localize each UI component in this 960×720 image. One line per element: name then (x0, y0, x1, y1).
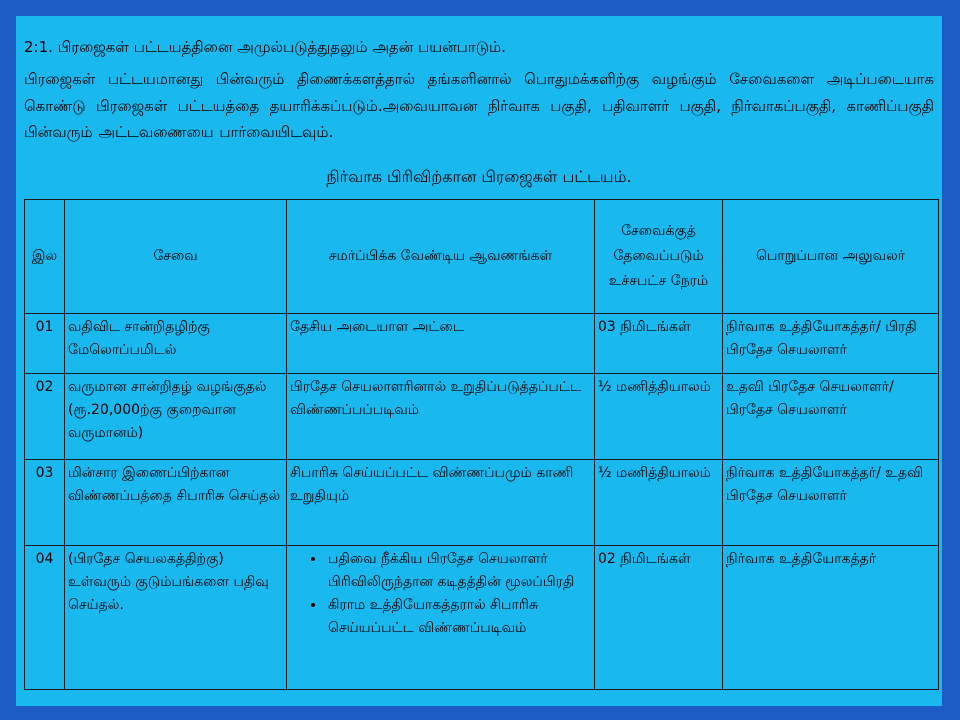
table-caption: நிர்வாக பிரிவிற்கான பிரஜைகள் பட்டயம். (326, 167, 632, 186)
list-item: • கிராம உத்தியோகத்தரால் சிபாரிசு செய்யப்பட்ட விண்ணப்படிவம் (326, 594, 591, 640)
row-documents (287, 546, 595, 690)
table-row (25, 546, 939, 690)
header-service: சேவை (65, 200, 287, 314)
table-row (25, 460, 939, 546)
row-service: வதிவிட சான்றிதழிற்கு மேலொப்பமிடல் (65, 314, 287, 374)
header-time: சேவைக்குத் தேவைப்படும் உச்சபட்ச நேரம் (595, 200, 723, 314)
row-service: வருமான சான்றிதழ் வழங்குதல் (ரூ.20,000ற்கு குறைவான வருமானம்) (65, 374, 287, 460)
row-time: 02 நிமிடங்கள் (595, 546, 723, 690)
citizen-charter-table (24, 199, 939, 690)
header-documents: சமர்ப்பிக்க வேண்டிய ஆவணங்கள் (287, 200, 595, 314)
row-documents: தேசிய அடையாள அட்டை (287, 314, 595, 374)
table-header-row (25, 200, 939, 314)
row-officer: நிர்வாக உத்தியோகத்தர்/ உதவி பிரதேச செயலாளர் (723, 460, 939, 546)
row-service: மின்சார இணைப்பிற்கான விண்ணப்பத்தை சிபாரிசு செய்தல் (65, 460, 287, 546)
row-number: 04 (25, 546, 65, 690)
header-no: இல (25, 200, 65, 314)
row-number: 01 (25, 314, 65, 374)
table-row (25, 314, 939, 374)
list-item: • பதிவை நீக்கிய பிரதேச செயலாளர் பிரிவிலிருந்தான கடிதத்தின் மூலப்பிரதி (326, 548, 591, 594)
documents-bullet-list (290, 548, 591, 640)
row-documents: பிரதேச செயலாளரினால் உறுதிப்படுத்தப்பட்ட விண்ணப்பப்படிவம் (287, 374, 595, 460)
slide-panel (16, 16, 942, 706)
row-time: ½ மணித்தியாலம் (595, 460, 723, 546)
row-number: 03 (25, 460, 65, 546)
row-officer: உதவி பிரதேச செயலாளர்/ பிரதேச செயலாளர் (723, 374, 939, 460)
row-documents: சிபாரிசு செய்யப்பட்ட விண்ணப்பமும் காணி உறுதியும் (287, 460, 595, 546)
row-number: 02 (25, 374, 65, 460)
row-officer: நிர்வாக உத்தியோகத்தர் (723, 546, 939, 690)
row-officer: நிர்வாக உத்தியோகத்தர்/ பிரதி பிரதேச செயலாளர் (723, 314, 939, 374)
row-service: (பிரதேச செயலகத்திற்கு) உள்வரும் குடும்பங்களை பதிவு செய்தல். (65, 546, 287, 690)
intro-paragraph: பிரஜைகள் பட்டயமானது பின்வரும் திணைக்களத்தால் தங்களினால் பொதுமக்களிற்கு வழங்கும் சேவைகளை அடிப்படையாக கொண்டு பிரஜைகள் பட்டயத்தை தயாரிக்கப்படும்.அவையாவன நிர்வாக பகுதி, பதிவாளர் பகுதி, நிர்வாகப்பகுதி, காணிப்பகுதி பின்வரும் அட்டவணையை பார்வையிடவும். (24, 70, 934, 141)
header-officer: பொறுப்பான அலுவலர் (723, 200, 939, 314)
table-row (25, 374, 939, 460)
section-heading: 2:1. பிரஜைகள் பட்டயத்தினை அமுல்படுத்துதலும் அதன் பயன்பாடும். (24, 38, 506, 56)
row-time: ½ மணித்தியாலம் (595, 374, 723, 460)
row-time: 03 நிமிடங்கள் (595, 314, 723, 374)
